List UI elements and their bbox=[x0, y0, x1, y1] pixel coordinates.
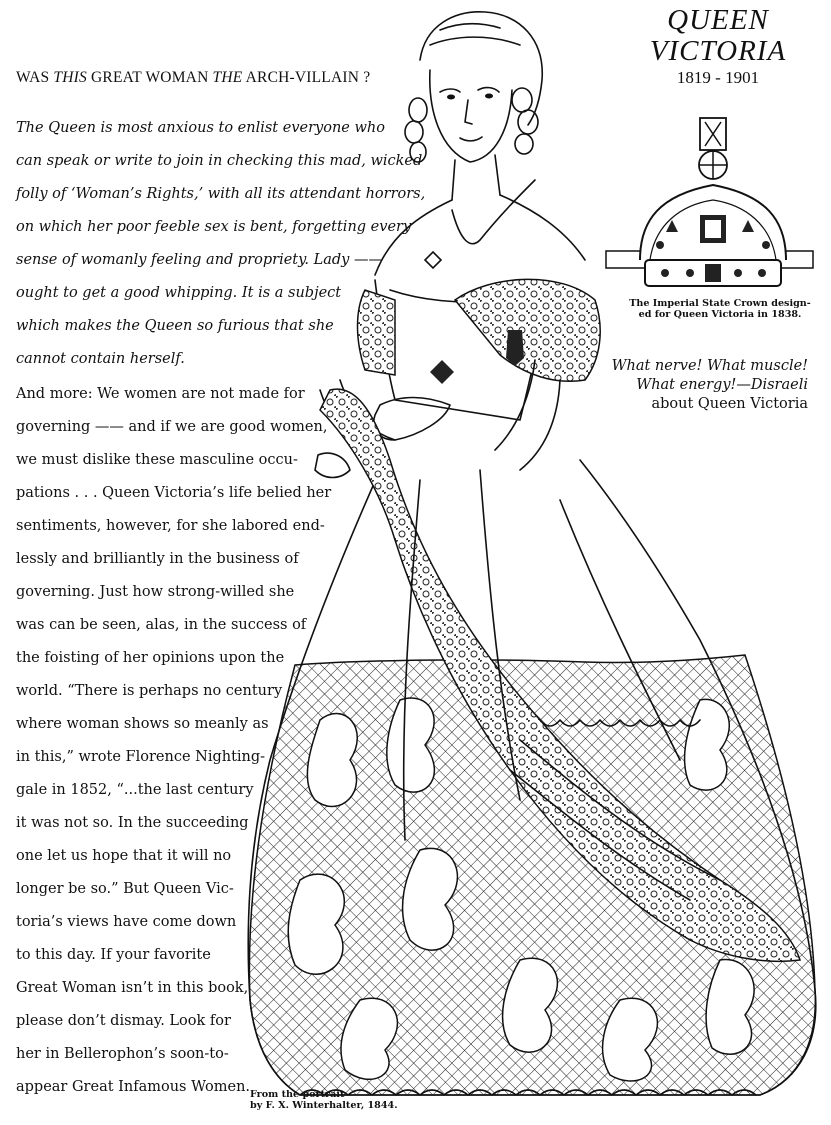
crown-caption bbox=[625, 298, 815, 320]
body-line: in this,” wrote Florence Nighting- bbox=[16, 749, 266, 765]
face-outline bbox=[430, 70, 512, 162]
body-line: gale in 1852, “...the last century bbox=[16, 782, 254, 798]
body-line: appear Great Infamous Women. bbox=[16, 1079, 251, 1095]
heading-emphasis: THE bbox=[212, 69, 243, 86]
imperial-crown-icon bbox=[606, 118, 813, 286]
quote-line: which makes the Queen so furious that she bbox=[16, 318, 334, 334]
life-dates: 1819 - 1901 bbox=[676, 68, 760, 87]
body-line: pations . . . Queen Victoria’s life belied her bbox=[16, 485, 332, 501]
quote-line: The Queen is most anxious to enlist everyone who bbox=[16, 120, 385, 136]
body-line: sentiments, however, for she labored end- bbox=[16, 518, 325, 534]
body-line: lessly and brilliantly in the business of bbox=[16, 551, 299, 567]
body-line: where woman shows so meanly as bbox=[16, 716, 269, 732]
quote-line: can speak or write to join in checking this mad, wicked bbox=[16, 153, 423, 169]
body-line: longer be so.” But Queen Vic- bbox=[16, 881, 234, 897]
page-heading bbox=[16, 69, 370, 87]
disraeli-quote-line: What energy!—Disraeli bbox=[636, 377, 808, 393]
body-line: toria’s views have come down bbox=[16, 914, 237, 930]
hand bbox=[374, 398, 450, 441]
body-line: one let us hope that it will no bbox=[16, 848, 232, 864]
quote-line: ought to get a good whipping. It is a subject bbox=[16, 285, 342, 301]
disraeli-attribution: about Queen Victoria bbox=[651, 396, 808, 412]
right-sleeve-lace bbox=[455, 279, 600, 381]
body-line: to this day. If your favorite bbox=[16, 947, 211, 963]
body-line: And more: We women are not made for bbox=[16, 386, 305, 402]
crown-caption-line: ed for Queen Victoria in 1838. bbox=[638, 309, 802, 320]
body-line: it was not so. In the succeeding bbox=[16, 815, 249, 831]
crown-caption-line: The Imperial State Crown design- bbox=[629, 298, 811, 309]
body-line: world. “There is perhaps no century bbox=[16, 683, 283, 699]
body-line: Great Woman isn’t in this book, bbox=[16, 980, 249, 996]
body-text bbox=[16, 378, 331, 1104]
right-ringlets bbox=[512, 88, 538, 154]
hair-outline bbox=[420, 12, 542, 125]
title-line-2: VICTORIA bbox=[649, 35, 787, 67]
heading-part: WAS bbox=[16, 69, 54, 86]
portrait-caption bbox=[250, 1089, 398, 1111]
heading-part: ARCH-VILLAIN ? bbox=[242, 69, 371, 86]
quote-line: folly of ‘Woman’s Rights,’ with all its attendant horrors, bbox=[16, 186, 426, 202]
body-line: governing —— and if we are good women, bbox=[16, 419, 328, 435]
medal-icon bbox=[430, 360, 454, 384]
heading-part: GREAT WOMAN bbox=[86, 69, 213, 86]
quote-line: cannot contain herself. bbox=[16, 351, 185, 367]
quote-line: on which her poor feeble sex is bent, forgetting every bbox=[16, 219, 412, 235]
body-line: please don’t dismay. Look for bbox=[16, 1013, 231, 1029]
queen-quote bbox=[16, 112, 425, 376]
body-line: was can be seen, alas, in the success of bbox=[16, 617, 307, 633]
body-line: governing. Just how strong-willed she bbox=[16, 584, 295, 600]
heading-emphasis: THIS bbox=[53, 69, 87, 86]
title-line-1: QUEEN bbox=[667, 4, 769, 36]
disraeli-quote bbox=[588, 357, 808, 414]
quote-line: sense of womanly feeling and propriety. Lady —— bbox=[16, 252, 383, 268]
body-line: the foisting of her opinions upon the bbox=[16, 650, 285, 666]
disraeli-quote-line: What nerve! What muscle! bbox=[611, 358, 808, 374]
portrait-caption-line: From the portrait bbox=[250, 1089, 345, 1100]
body-line: her in Bellerophon’s soon-to- bbox=[16, 1046, 229, 1062]
body-line: we must dislike these masculine occu- bbox=[16, 452, 298, 468]
portrait-caption-line: by F. X. Winterhalter, 1844. bbox=[250, 1100, 398, 1111]
